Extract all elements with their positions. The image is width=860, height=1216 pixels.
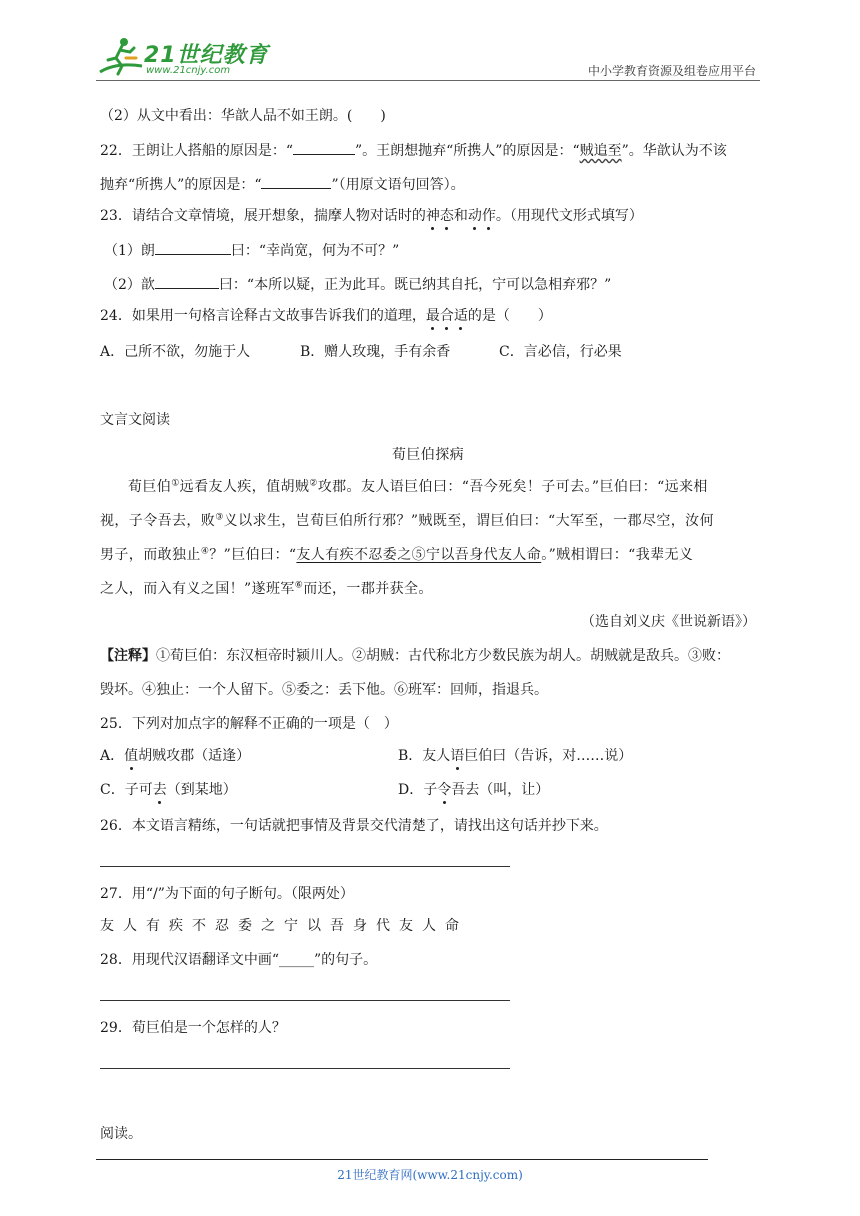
q23-item2-label: （2）歆	[104, 277, 155, 293]
q24-text-c: 的是（ ）	[467, 308, 552, 324]
q29-stem: 29．荀巨伯是一个怎样的人？	[100, 1020, 286, 1036]
q23-text-a: 23．请结合文章情境，展开想象，揣摩人物对话时的	[100, 208, 426, 224]
q27-char: 身	[353, 918, 367, 934]
q27-char: 人	[422, 918, 436, 934]
q23-item1-label: （1）朗	[104, 243, 155, 259]
q22-line1	[100, 140, 727, 161]
q24-stem	[100, 306, 552, 326]
q28-text-b: ”的句子。	[313, 952, 378, 968]
note-ref-2: ②	[309, 478, 318, 489]
logo-text: 21世纪教育	[144, 43, 269, 68]
q22-text-f: ”（用原文语句回答）。	[331, 177, 465, 193]
q27-char: 吾	[330, 918, 344, 934]
q23-item1-text: 曰：“幸尚宽，何为不可？”	[230, 243, 400, 259]
q25-b-pre: B．友人	[398, 748, 451, 764]
q25-option-c[interactable]	[100, 780, 237, 800]
read-label: 阅读。	[100, 1126, 142, 1142]
q25-option-d[interactable]	[398, 780, 549, 800]
q27-stem: 27．用“/”为下面的句子断句。（限两处）	[100, 886, 354, 902]
q25-a-post: 胡贼攻郡（适逢）	[138, 748, 251, 764]
q23-blank1[interactable]	[155, 240, 231, 255]
q27-char: 代	[376, 918, 390, 934]
section-label: 文言文阅读	[100, 412, 170, 428]
q23-stem	[100, 206, 643, 226]
q23-dot-zuo: 作	[481, 208, 496, 224]
q25-d-dot: 令	[437, 782, 452, 798]
notes-label: 【注释】	[100, 648, 156, 664]
passage-source: （选自刘义庆《世说新语》）	[581, 614, 756, 630]
note-ref-6: ⑥	[294, 580, 304, 591]
q27-char: 疾	[169, 918, 183, 934]
passage-title: 荀巨伯探病	[392, 447, 464, 463]
q27-char: 有	[146, 918, 160, 934]
q26-stem: 26．本文语言精练，一句话就把事情及背景交代清楚了，请找出这句话并抄下来。	[100, 818, 608, 834]
q28-answer-line[interactable]	[100, 1000, 510, 1001]
q22-line2	[100, 174, 465, 195]
q23-item1	[104, 240, 399, 261]
q24-option-b[interactable]: B．赠人玫瑰，手有余香	[300, 344, 451, 360]
q27-char: 忍	[215, 918, 229, 934]
q26-answer-line[interactable]	[100, 866, 510, 867]
q22-text-d: ”。华歆认为不该	[621, 143, 727, 159]
q23-blank2[interactable]	[155, 274, 219, 289]
q24-option-a[interactable]: A．己所不欲，勿施于人	[100, 344, 251, 360]
q24-dot-zui: 最	[425, 308, 440, 324]
underlined-sentence: 友人有疾不忍委之⑤宁以吾身代友人命	[296, 547, 542, 563]
q27-char: 委	[238, 918, 252, 934]
q23-item2	[104, 274, 611, 295]
q27-char: 以	[307, 918, 321, 934]
q22-text-b: ”。王朗想抛弃“所携人”的原因是：“	[354, 143, 580, 159]
passage-line4-a: 之人，而入有义之国！”遂班军	[100, 581, 295, 597]
passage-line1-b: 远看友人疾，值胡贼	[179, 479, 310, 495]
q23-item2-text: 曰：“本所以疑，正为此耳。既已纳其自托，宁可以急相弃邪？”	[218, 277, 612, 293]
passage-line2-a: 视，子令吾去，败	[100, 513, 216, 529]
q22-blank1[interactable]	[293, 140, 355, 155]
q23-dot-dong: 动	[467, 208, 482, 224]
q28-stem	[100, 950, 377, 970]
q27-char: 之	[261, 918, 275, 934]
q25-c-pre: C．子可	[100, 782, 153, 798]
passage-line4	[100, 578, 433, 598]
notes-text1: ①荀巨伯：东汉桓帝时颍川人。②胡贼：古代称北方少数民族为胡人。胡贼就是敌兵。③败：	[156, 648, 730, 664]
q23-text-c: 和	[453, 208, 468, 224]
note-ref-1: ①	[171, 478, 180, 489]
q27-char: 宁	[284, 918, 298, 934]
passage-line2	[100, 510, 714, 530]
q24-text-a: 24．如果用一句格言诠释古文故事告诉我们的道理，	[100, 308, 426, 324]
q27-char: 不	[192, 918, 206, 934]
note-ref-4: ④	[200, 546, 210, 557]
q22-blank2[interactable]	[261, 174, 331, 189]
footer-link[interactable]: 21世纪教育网(www.21cnjy.com)	[337, 1168, 523, 1182]
q25-d-pre: D．子	[398, 782, 438, 798]
q24-option-c[interactable]: C．言必信，行必果	[499, 344, 622, 360]
header-platform-text: 中小学教育资源及组卷应用平台	[587, 64, 756, 78]
header-divider	[96, 80, 760, 81]
q25-option-b[interactable]	[398, 746, 632, 766]
q23-text-e: 。（用现代文形式填写）	[495, 208, 643, 224]
q27-char: 友	[399, 918, 413, 934]
q25-c-dot: 去	[152, 782, 167, 798]
q25-c-post: （到某地）	[166, 782, 237, 798]
runner-logo-icon	[96, 36, 144, 80]
passage-line3-c: 。”贼相谓曰：“我辈无义	[541, 547, 694, 563]
passage-line2-b: 义以求生，岂荀巨伯所行邪？”贼既至，谓巨伯曰：“大军至，一郡尽空，汝何	[223, 513, 714, 529]
q27-char: 人	[123, 918, 137, 934]
q22-text-e: 抛弃“所携人”的原因是：“	[100, 177, 262, 193]
q25-b-dot: 语	[450, 748, 465, 764]
q25-d-post: 吾去（叫，让）	[451, 782, 550, 798]
passage-line1-a: 荀巨伯	[128, 479, 172, 495]
passage-line3-a: 男子，而敢独止	[100, 547, 201, 563]
q21-item2: （2）从文中看出：华歆人品不如王朗。( )	[100, 108, 386, 124]
q25-stem: 25．下列对加点字的解释不正确的一项是（ ）	[100, 716, 398, 732]
q22-text-c: 贼追至	[579, 143, 622, 159]
notes-line1	[100, 646, 730, 666]
passage-line1	[128, 476, 708, 496]
q23-dot-shen: 神	[425, 208, 440, 224]
passage-line4-b: 而还，一郡并获全。	[303, 581, 433, 597]
q29-answer-line[interactable]	[100, 1068, 510, 1069]
footer-divider	[96, 1159, 708, 1160]
q24-dot-he: 合	[439, 308, 454, 324]
q27-sentence	[100, 916, 468, 936]
q28-text-a: 28．用现代汉语翻译文中画“	[100, 952, 279, 968]
q25-a-dot: 值	[124, 748, 139, 764]
q22-text-a: 22．王朗让人搭船的原因是：“	[100, 143, 293, 159]
passage-line1-c: 攻郡。友人语巨伯曰：“吾今死矣！子可去。”巨伯曰：“远来相	[317, 479, 708, 495]
passage-line3-b: ？”巨伯曰：“	[209, 547, 297, 563]
passage-line3	[100, 544, 693, 564]
q27-char: 命	[445, 918, 459, 934]
notes-line2: 毁坏。④独止：一个人留下。⑤委之：丢下他。⑥班军：回师，指退兵。	[100, 682, 548, 698]
q27-char: 友	[100, 918, 114, 934]
q25-a-pre: A．	[100, 748, 125, 764]
q23-dot-tai: 态	[439, 208, 454, 224]
note-ref-3: ③	[215, 512, 224, 523]
q25-b-post: 巨伯曰（告诉，对……说）	[464, 748, 633, 764]
q28-underline-mark: _____	[278, 952, 314, 968]
site-logo	[96, 36, 269, 80]
q24-dot-shi: 适	[453, 308, 468, 324]
q25-option-a[interactable]	[100, 746, 250, 766]
logo-url: www.21cnjy.com	[146, 65, 231, 76]
